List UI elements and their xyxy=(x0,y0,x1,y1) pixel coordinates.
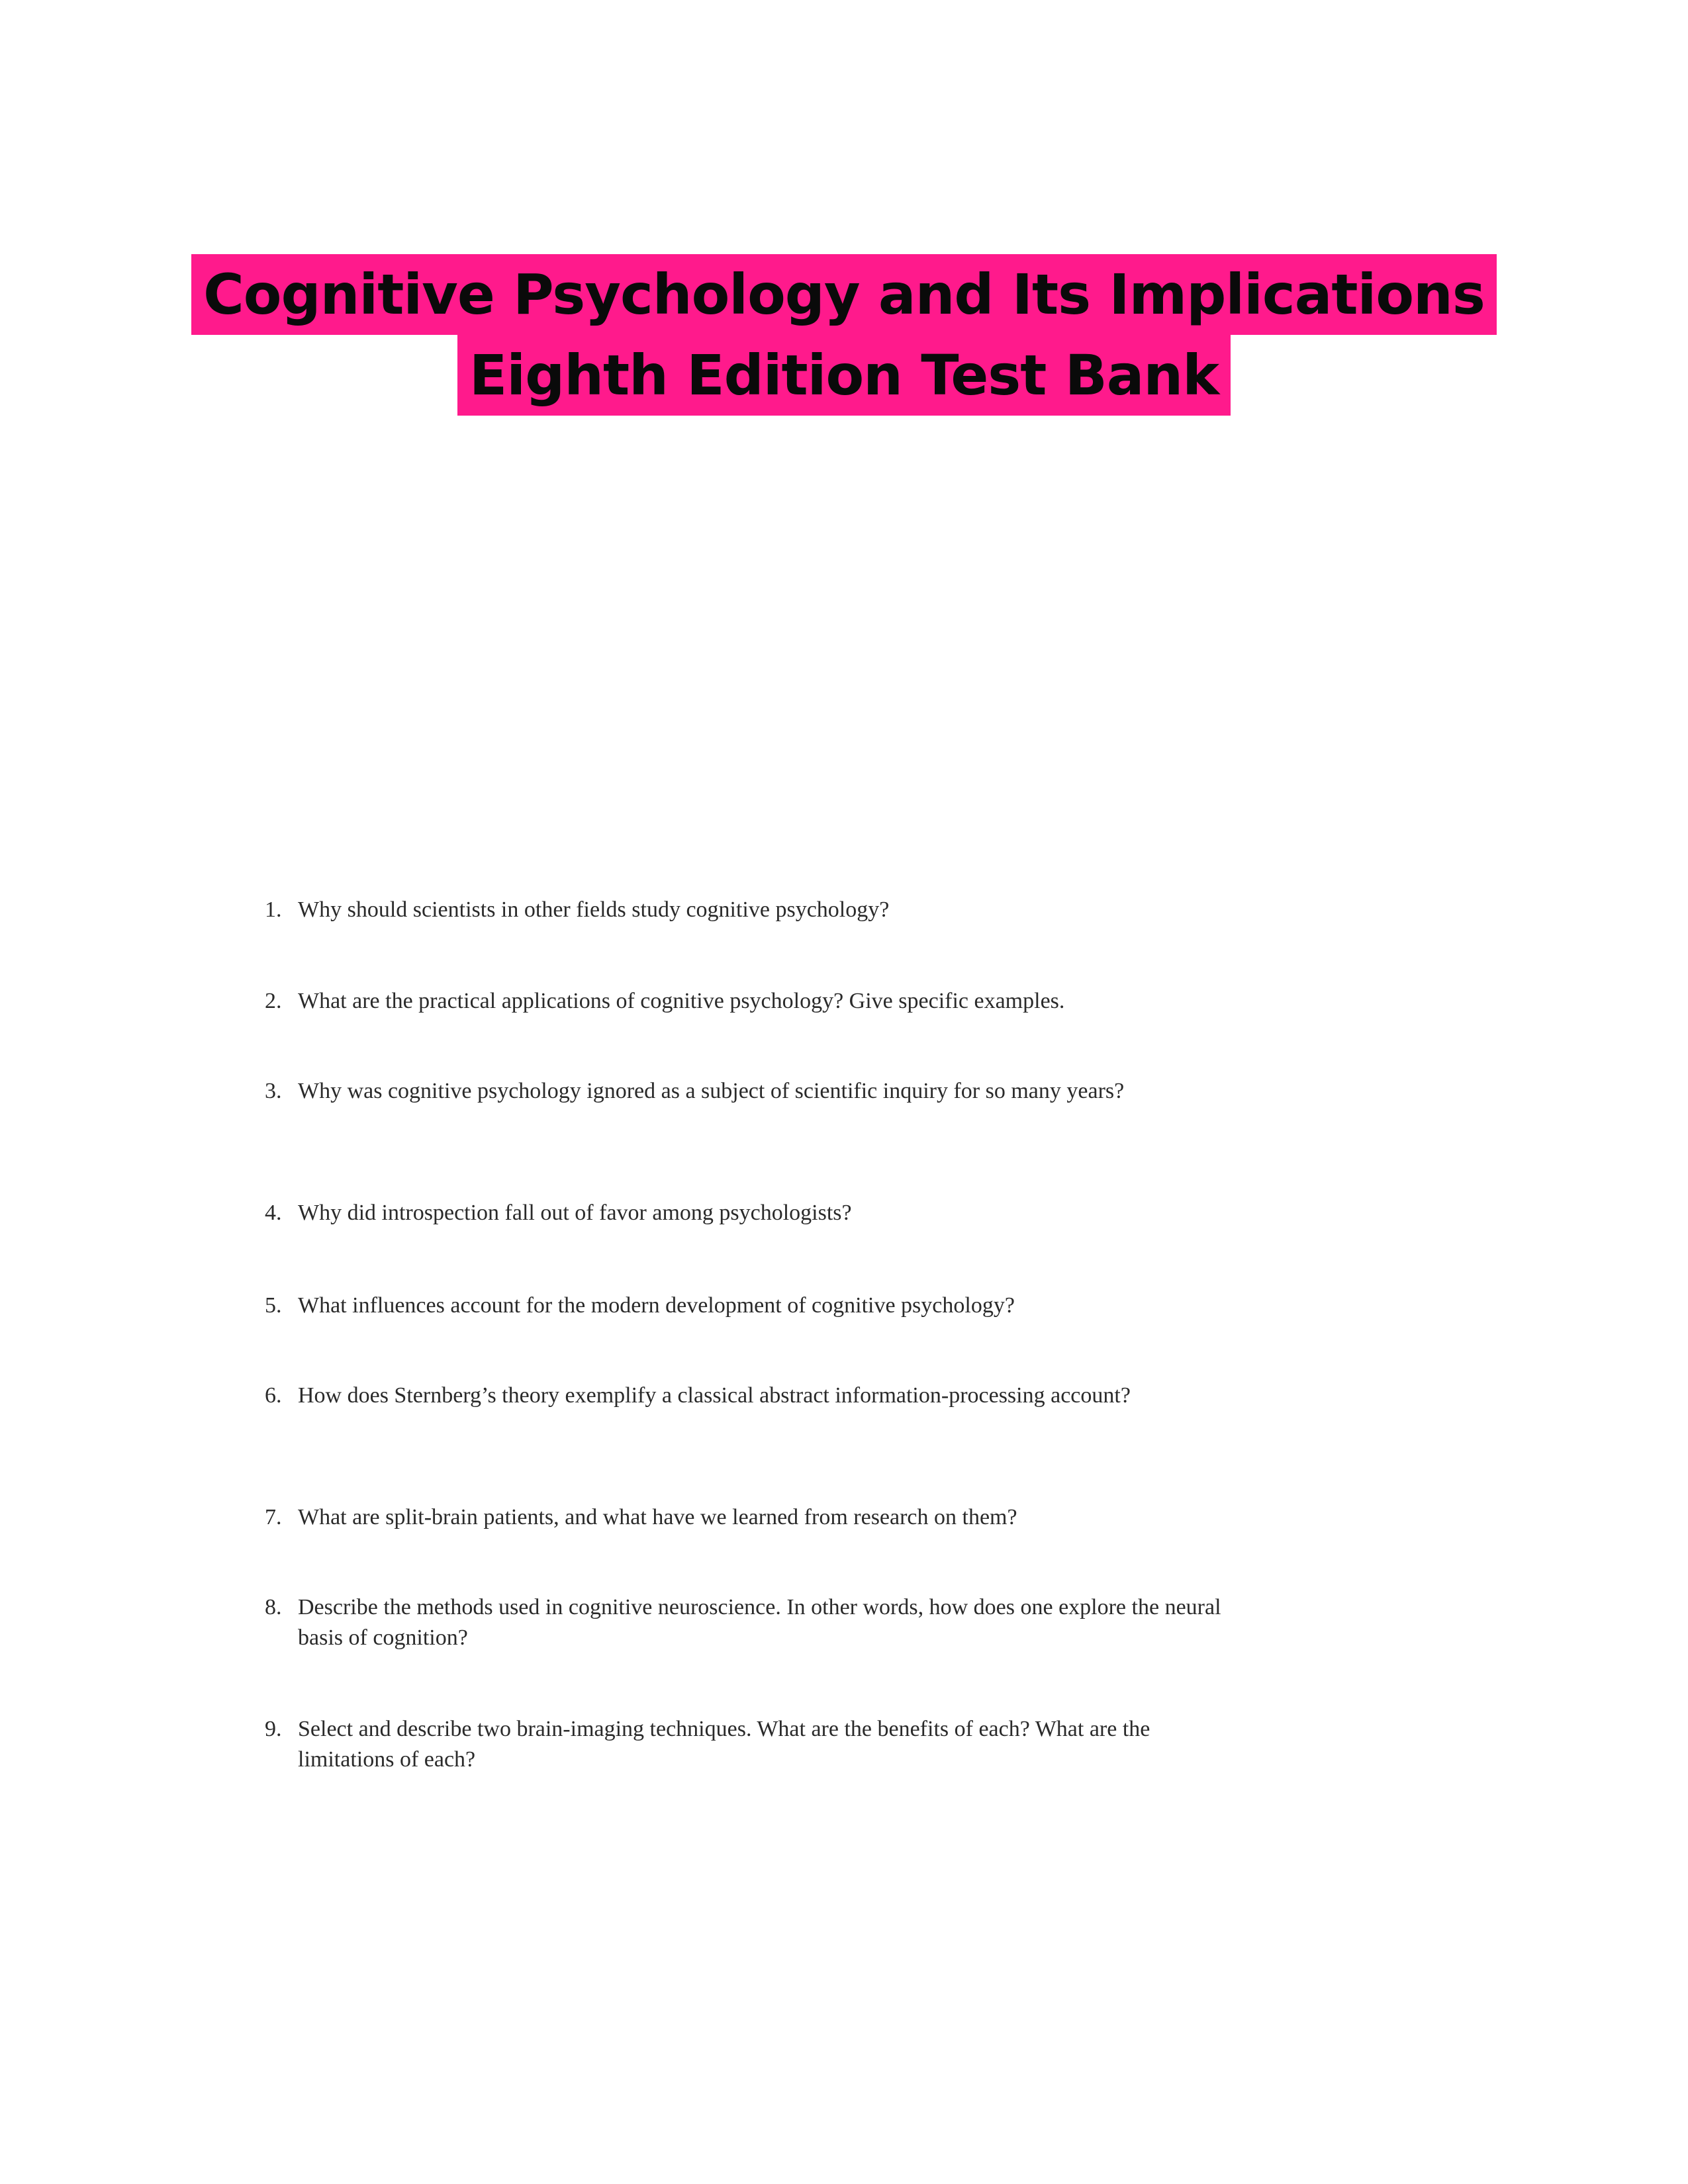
question-number: 3. xyxy=(265,1079,282,1103)
question-number: 1. xyxy=(265,897,282,922)
question-item xyxy=(265,1381,1258,1411)
question-text: Select and describe two brain-imaging techniques. What are the benefits of each? What are the limitations of each? xyxy=(298,1717,1150,1772)
question-number: 8. xyxy=(265,1595,282,1619)
question-item xyxy=(265,895,1258,925)
question-number: 4. xyxy=(265,1201,282,1225)
question-text: Why did introspection fall out of favor among psychologists? xyxy=(298,1201,852,1225)
question-item xyxy=(265,1592,1258,1653)
question-text: Why was cognitive psychology ignored as a subject of scientific inquiry for so many years? xyxy=(298,1079,1125,1103)
question-item xyxy=(265,1198,1258,1228)
question-number: 5. xyxy=(265,1293,282,1318)
question-text: What are split-brain patients, and what have we learned from research on them? xyxy=(298,1505,1017,1529)
question-number: 2. xyxy=(265,989,282,1013)
question-item xyxy=(265,1076,1258,1107)
question-text: What influences account for the modern development of cognitive psychology? xyxy=(298,1293,1015,1318)
question-text: How does Sternberg’s theory exemplify a classical abstract information-processing account? xyxy=(298,1383,1131,1408)
title-line-1: Cognitive Psychology and Its Implications xyxy=(191,254,1497,335)
question-number: 9. xyxy=(265,1717,282,1741)
question-number: 6. xyxy=(265,1383,282,1408)
question-item xyxy=(265,1502,1258,1533)
question-item xyxy=(265,986,1258,1017)
question-item xyxy=(265,1291,1258,1321)
title-line-2: Eighth Edition Test Bank xyxy=(457,335,1231,416)
question-text: What are the practical applications of cognitive psychology? Give specific examples. xyxy=(298,989,1065,1013)
question-number: 7. xyxy=(265,1505,282,1529)
question-text: Describe the methods used in cognitive neuroscience. In other words, how does one explore the neural basis of cognition? xyxy=(298,1595,1221,1650)
question-item xyxy=(265,1714,1258,1775)
question-text: Why should scientists in other fields study cognitive psychology? xyxy=(298,897,890,922)
